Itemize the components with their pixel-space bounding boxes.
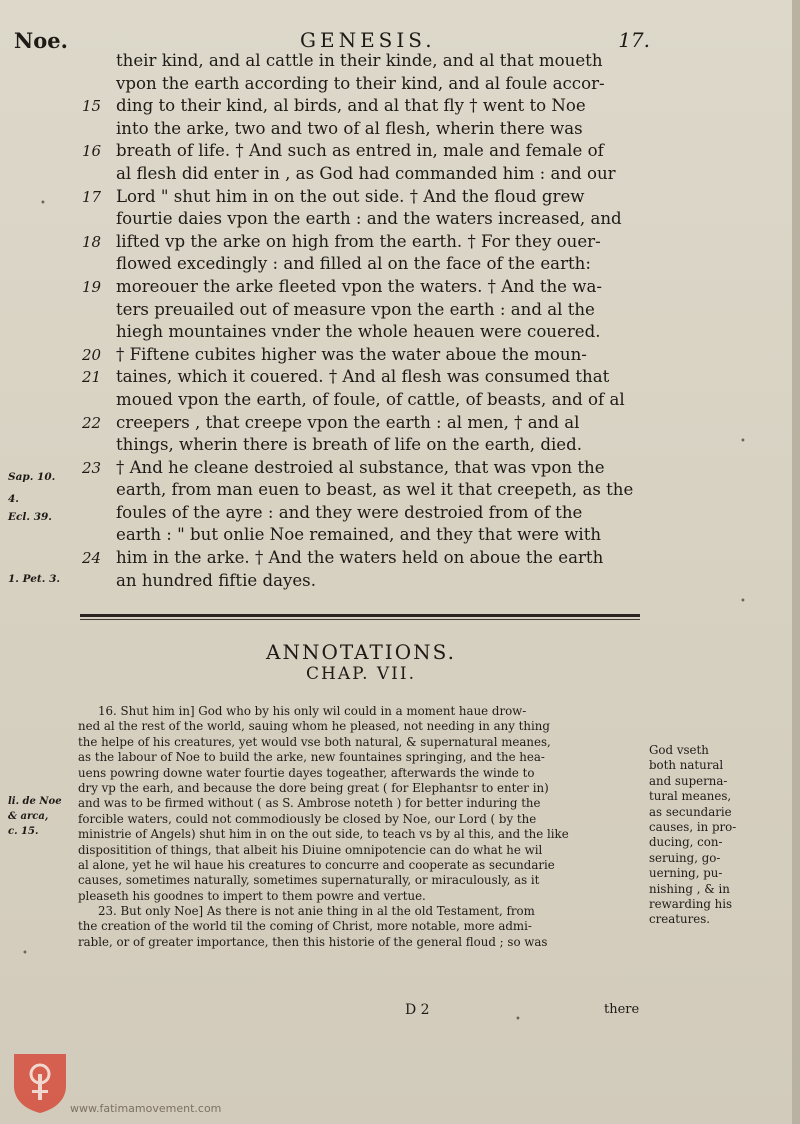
side-note-line: and superna- bbox=[649, 773, 728, 788]
verse-line bbox=[82, 299, 652, 322]
annotation-line: 23. But only Noe] As there is not anie thing in al the old Testament, from bbox=[98, 904, 535, 919]
annotation-line: ned al the rest of the world, sauing whom he pleased, not needing in any thing bbox=[78, 719, 550, 734]
verse-line bbox=[82, 253, 652, 276]
annotation-line: 16. Shut him in] God who by his only wil could in a moment haue drow- bbox=[98, 704, 527, 718]
speck: • bbox=[740, 596, 746, 607]
side-note-line: tural meanes, bbox=[649, 789, 732, 804]
verse-line bbox=[82, 186, 652, 209]
verse-line bbox=[82, 231, 652, 254]
annotation-line: causes, sometimes naturally, sometimes supernaturally, or miraculously, as it bbox=[78, 873, 540, 888]
side-note-line: uerning, pu- bbox=[649, 866, 723, 881]
annotation-line: the creation of the world til the coming of Christ, more notable, more admi- bbox=[78, 919, 532, 934]
verse-text: an hundred fiftie dayes. bbox=[116, 570, 316, 590]
verse-line bbox=[82, 208, 652, 231]
verse-text: their kind, and al cattle in their kinde, and al that moueth bbox=[116, 51, 603, 70]
verse-text: al flesh did enter in , as God had commanded him : and our bbox=[116, 163, 616, 183]
verse-line bbox=[82, 570, 652, 593]
verse-text: breath of life. † And such as entred in, male and female of bbox=[116, 141, 604, 161]
margin-ref-pet bbox=[8, 572, 80, 587]
annotations-chapter: CHAP. VII. bbox=[305, 664, 417, 684]
verse-text: creepers , that creepe vpon the earth : al men, † and al bbox=[116, 412, 580, 432]
verse-line bbox=[82, 366, 652, 389]
margin-ref-sap-verse-label: 4. bbox=[8, 493, 19, 505]
verse-line bbox=[82, 95, 652, 118]
verse-line bbox=[82, 479, 652, 502]
verse-text: † Fiftene cubites higher was the water aboue the moun- bbox=[116, 344, 587, 364]
verse-text: earth, from man euen to beast, as wel it that creepeth, as the bbox=[116, 480, 634, 500]
verse-line bbox=[82, 344, 652, 367]
verse-number: 24 bbox=[82, 549, 102, 568]
verse-text: earth : " but onlie Noe remained, and they that were with bbox=[116, 525, 602, 545]
annotation-line: as the labour of Noe to build the arke, new fountaines springing, and the hea- bbox=[78, 750, 545, 765]
annotations-text bbox=[78, 704, 644, 950]
folio-number: 17. bbox=[618, 28, 650, 52]
margin-ref-sap bbox=[8, 470, 80, 485]
verse-line bbox=[82, 276, 652, 299]
running-head: Noe. bbox=[14, 28, 68, 53]
verse-number: 15 bbox=[82, 97, 102, 116]
verse-line bbox=[82, 73, 652, 96]
shield-logo-icon bbox=[12, 1052, 68, 1114]
margin-ref-pet-label: 1. Pet. 3. bbox=[8, 573, 61, 585]
annotation-line: and was to be firmed without ( as S. Ambrose noteth ) for better induring the bbox=[78, 796, 541, 811]
speck: • bbox=[22, 948, 28, 959]
signature-mark: D 2 bbox=[405, 1002, 430, 1018]
verse-number: 23 bbox=[82, 458, 102, 477]
verse-text: vpon the earth according to their kind, and al foule accor- bbox=[116, 73, 605, 93]
verse-text: flowed excedingly : and filled al on the face of the earth: bbox=[116, 254, 591, 274]
verse-text: things, wherin there is breath of life on the earth, died. bbox=[116, 435, 583, 455]
verse-number: 22 bbox=[82, 413, 102, 432]
annotation-line: uens powring downe water fourtie dayes togeather, afterwards the winde to bbox=[78, 765, 535, 780]
verse-number: 16 bbox=[82, 142, 102, 161]
verse-line bbox=[82, 140, 652, 163]
verse-text: into the arke, two and two of al flesh, wherin there was bbox=[116, 118, 583, 138]
verse-number: 20 bbox=[82, 345, 102, 364]
book-title: GENESIS. bbox=[300, 28, 436, 52]
annotation-line: ministrie of Angels) shut him in on the out side, to teach vs by al this, and the like bbox=[78, 827, 569, 842]
verse-text: ding to their kind, al birds, and al that fly † went to Noe bbox=[116, 96, 586, 116]
footer-url: www.fatimamovement.com bbox=[70, 1102, 222, 1115]
verse-text: † And he cleane destroied al substance, that was vpon the bbox=[116, 457, 605, 477]
verse-line bbox=[82, 547, 652, 570]
margin-ref-sap-verse bbox=[8, 492, 80, 507]
verse-line bbox=[82, 524, 652, 547]
annotation-line: pleaseth his goodnes to impert to them powre and vertue. bbox=[78, 888, 426, 903]
verse-line bbox=[82, 321, 652, 344]
annotation-line: dry vp the earh, and because the dore being great ( for Elephantsr to enter in) bbox=[78, 780, 549, 795]
annotation-margin-ref bbox=[8, 795, 78, 839]
verse-text: ters preuailed out of measure vpon the earth : and al the bbox=[116, 299, 595, 319]
side-note-line: God vseth bbox=[649, 743, 709, 757]
verse-line bbox=[82, 412, 652, 435]
verse-line bbox=[82, 118, 652, 141]
annotation-line: forcible waters, could not commodiously be closed by Noe, our Lord ( by the bbox=[78, 811, 537, 826]
verse-text: fourtie daies vpon the earth : and the waters increased, and bbox=[116, 209, 622, 229]
verse-number: 17 bbox=[82, 187, 102, 206]
annotation-line: rable, or of greater importance, then this historie of the general floud ; so was bbox=[78, 934, 548, 949]
page-edge bbox=[792, 0, 800, 1124]
scripture-text bbox=[82, 50, 652, 592]
side-note-line: seruing, go- bbox=[649, 850, 721, 865]
verse-text: moreouer the arke fleeted vpon the waters. † And the wa- bbox=[116, 276, 602, 296]
side-note-line: ducing, con- bbox=[649, 835, 723, 850]
annotation-line: dispositition of things, that albeit his Diuine omnipotencie can do what he wil bbox=[78, 842, 543, 857]
speck: • bbox=[40, 198, 46, 209]
verse-text: taines, which it couered. † And al flesh was consumed that bbox=[116, 367, 610, 387]
verse-line bbox=[82, 502, 652, 525]
speck: • bbox=[515, 1014, 521, 1025]
side-note-line: creatures. bbox=[649, 912, 711, 927]
side-note-line: both natural bbox=[649, 758, 724, 773]
verse-line bbox=[82, 434, 652, 457]
annotation-margin-line: li. de Noe bbox=[8, 796, 62, 807]
margin-ref-eccl-label: Ecl. 39. bbox=[8, 511, 52, 523]
side-note bbox=[649, 743, 789, 928]
side-note-line: rewarding his bbox=[649, 897, 733, 912]
verse-line bbox=[82, 50, 652, 73]
side-note-line: as secundarie bbox=[649, 804, 732, 819]
verse-line bbox=[82, 389, 652, 412]
side-note-line: causes, in pro- bbox=[649, 820, 737, 835]
verse-number: 21 bbox=[82, 368, 102, 387]
margin-ref-eccl bbox=[8, 510, 80, 525]
verse-number: 18 bbox=[82, 232, 102, 251]
verse-text: hiegh mountaines vnder the whole heauen were couered. bbox=[116, 322, 601, 342]
annotation-line: the helpe of his creatures, yet would vse both natural, & supernatural meanes, bbox=[78, 734, 551, 749]
verse-line bbox=[82, 457, 652, 480]
verse-number: 19 bbox=[82, 277, 102, 296]
verse-text: moued vpon the earth, of foule, of cattle, of beasts, and of al bbox=[116, 389, 625, 409]
side-note-line: nishing , & in bbox=[649, 881, 730, 896]
verse-text: Lord " shut him in on the out side. † And the floud grew bbox=[116, 186, 585, 206]
verse-text: foules of the ayre : and they were destroied from of the bbox=[116, 502, 583, 522]
verse-line bbox=[82, 163, 652, 186]
annotation-margin-line: & arca, bbox=[8, 810, 49, 822]
annotations-title: ANNOTATIONS. bbox=[266, 640, 456, 664]
verse-text: lifted vp the arke on high from the earth. † For they ouer- bbox=[116, 231, 601, 251]
section-rule-thin bbox=[80, 619, 640, 620]
annotation-line: al alone, yet he wil haue his creatures to concurre and cooperate as secundarie bbox=[78, 857, 555, 872]
speck: • bbox=[740, 436, 746, 447]
catchword: there bbox=[604, 1002, 640, 1017]
verse-text: him in the arke. † And the waters held on aboue the earth bbox=[116, 548, 604, 568]
section-rule bbox=[80, 614, 640, 617]
margin-ref-sap-label: Sap. 10. bbox=[8, 471, 56, 483]
annotation-margin-line: c. 15. bbox=[8, 825, 39, 837]
